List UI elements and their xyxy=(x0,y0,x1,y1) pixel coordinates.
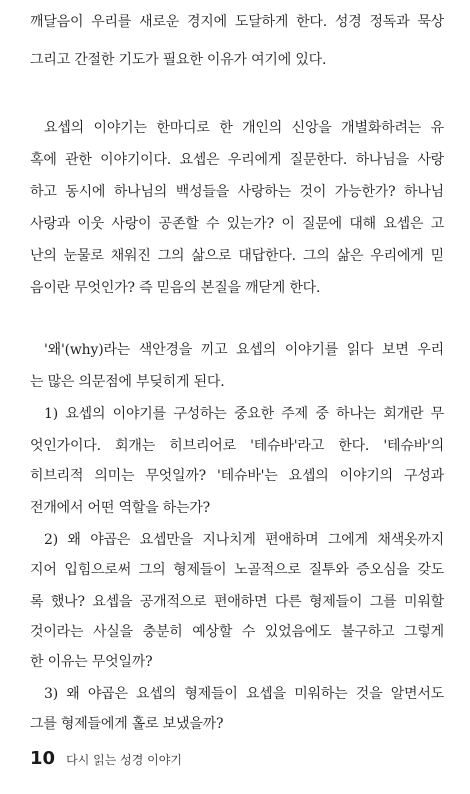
running-title: 다시 읽는 성경 이야기 xyxy=(66,753,182,767)
page-number: 10 xyxy=(30,748,56,769)
body-line-17: 록 했나? 요셉을 공개적으로 편애하면 다른 형제들이 그를 미워할 xyxy=(30,594,444,610)
body-line-18: 것이라는 사실을 충분히 예상할 수 있었음에도 불구하고 그렇게 xyxy=(30,624,444,640)
body-line-3: 요셉의 이야기는 한마디로 한 개인의 신앙을 개별화하려는 유 xyxy=(44,120,444,136)
body-line-11: 1) 요셉의 이야기를 구성하는 중요한 주제 중 하나는 회개란 무 xyxy=(44,406,444,422)
body-line-16: 지어 입힘으로써 그의 형제들이 노골적으로 질투와 증오심을 갖도 xyxy=(30,562,444,578)
body-line-2: 그리고 간절한 기도가 필요한 이유가 여기에 있다. xyxy=(30,52,327,68)
body-line-9: '왜'(why)라는 색안경을 끼고 요셉의 이야기를 읽다 보면 우리 xyxy=(44,342,444,358)
body-line-8: 음이란 무엇인가? 즉 믿음의 본질을 깨닫게 한다. xyxy=(30,280,321,296)
body-line-6: 사랑과 이웃 사랑이 공존할 수 있는가? 이 질문에 대해 요셉은 고 xyxy=(30,216,444,232)
body-line-21: 그를 형제들에게 홀로 보냈을까? xyxy=(30,716,224,732)
body-line-1: 깨달음이 우리를 새로운 경지에 도달하게 한다. 성경 정독과 묵상 xyxy=(30,14,444,30)
body-line-13: 히브리적 의미는 무엇일까? '테슈바'는 요셉의 이야기의 구성과 xyxy=(30,468,444,484)
body-line-10: 는 많은 의문점에 부딪히게 된다. xyxy=(30,374,225,390)
body-line-12: 엇인가이다. 회개는 히브리어로 '테슈바'라고 한다. '테슈바'의 xyxy=(30,438,444,454)
body-line-20: 3) 왜 야곱은 요셉의 형제들이 요셉을 미워하는 것을 알면서도 xyxy=(44,686,444,702)
body-line-7: 난의 눈물로 채워진 그의 삶으로 대답한다. 그의 삶은 우리에게 믿 xyxy=(30,248,444,264)
body-line-5: 하고 동시에 하나님의 백성들을 사랑하는 것이 가능한가? 하나님 xyxy=(30,184,444,200)
page-footer xyxy=(30,748,182,769)
body-line-14: 전개에서 어떤 역할을 하는가? xyxy=(30,500,210,516)
body-line-15: 2) 왜 야곱은 요셉만을 지나치게 편애하며 그에게 채색옷까지 xyxy=(44,532,444,548)
body-line-19: 한 이유는 무엇일까? xyxy=(30,654,153,670)
body-line-4: 혹에 관한 이야기이다. 요셉은 우리에게 질문한다. 하나님을 사랑 xyxy=(30,152,444,168)
